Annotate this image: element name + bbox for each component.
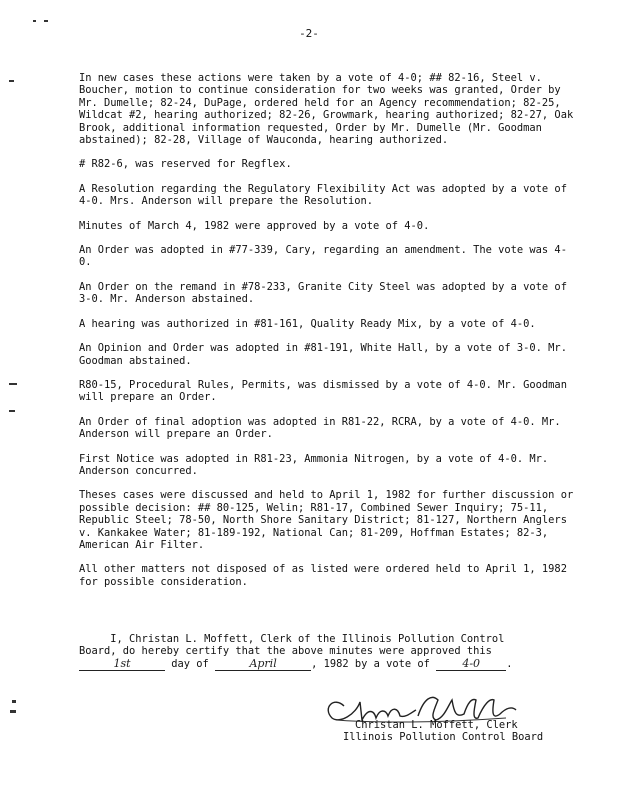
signatory-name: Christan L. Moffett, Clerk: [355, 719, 518, 731]
paragraph-cary: An Order was adopted in #77-339, Cary, regarding an amendment. The vote was 4-0.: [79, 244, 567, 269]
vote-handwritten: 4-0: [462, 656, 481, 670]
certification-line-2: Board, do hereby certify that the above minutes were approved this: [79, 645, 492, 658]
certification-line-1: I, Christan L. Moffett, Clerk of the Illinois Pollution Control: [110, 633, 505, 645]
scan-mark: [44, 20, 48, 22]
paragraph-procedural-rules: R80-15, Procedural Rules, Permits, was dismissed by a vote of 4-0. Mr. Goodman will prepare an Order.: [79, 378, 567, 404]
month-handwritten: April: [249, 656, 277, 670]
paragraph-granite-city: An Order on the remand in #78-233, Granite City Steel was adopted by a vote of 3-0. Mr. Anderson abstained.: [79, 280, 567, 306]
year-text: , 1982 by a vote of: [311, 657, 430, 670]
day-of-text: day of: [171, 657, 209, 670]
scan-mark: [12, 700, 16, 703]
signature-block: [316, 690, 586, 790]
vote-fill-blank: [436, 658, 506, 671]
scan-mark: [33, 20, 36, 22]
scan-mark: [9, 80, 14, 82]
paragraph-white-hall: An Opinion and Order was adopted in #81-191, White Hall, by a vote of 3-0. Mr. Goodman abstained.: [79, 342, 567, 367]
paragraph-ammonia-nitrogen: First Notice was adopted in R81-23, Ammonia Nitrogen, by a vote of 4-0. Mr. Anderson concurred.: [79, 452, 549, 477]
certification-line-3: 1st day of April , 1982 by a vote of 4-0 .: [79, 658, 579, 671]
paragraph-minutes-approved: Minutes of March 4, 1982 were approved by a vote of 4-0.: [79, 219, 430, 232]
scan-mark: [9, 410, 15, 412]
signatory-title: Illinois Pollution Control Board: [343, 731, 544, 743]
paragraph-other-matters: All other matters not disposed of as listed were ordered held to April 1, 1982 for possible consideration.: [79, 563, 567, 588]
paragraph-quality-ready-mix: A hearing was authorized in #81-161, Quality Ready Mix, by a vote of 4-0.: [79, 317, 536, 330]
paragraph-held-cases: Theses cases were discussed and held to April 1, 1982 for further discussion or possible decision: ## 80-125, Welin; R81-17, Combined Sewer Inquiry; 75-11, Republic Steel; 78-50, North Shore Sanitary District; 81-127, Northern Anglers v. Kankakee Water; 81-189-192, National Can; 81-209, Hoffman Estates; 82-3, American Air Filter.: [79, 489, 574, 551]
minutes-body: [79, 72, 579, 600]
paragraph-new-cases: In new cases these actions were taken by a vote of 4-0; ## 82-16, Steel v. Boucher, motion to continue consideration for two weeks was granted, Order by Mr. Dumelle; 82-24, DuPage, ordered held for an Agency recommendation; 82-25, Wildcat #2, hearing authorized; 82-26, Growmark, hearing authorized; 82-27, Oak Brook, additional information requested, Order by Mr. Dumelle (Mr. Goodman abstained); 82-28, Village of Wauconda, hearing authorized.: [79, 72, 574, 147]
day-handwritten: 1st: [113, 656, 131, 670]
day-fill-blank: [79, 658, 165, 671]
paragraph-resolution: A Resolution regarding the Regulatory Flexibility Act was adopted by a vote of 4-0. Mrs. Anderson will prepare the Resolution.: [79, 182, 567, 208]
paragraph-regflex: # R82-6, was reserved for Regflex.: [79, 158, 292, 171]
clerk-certification: [79, 633, 579, 671]
scan-mark: [9, 383, 17, 385]
paragraph-rcra: An Order of final adoption was adopted in R81-22, RCRA, by a vote of 4-0. Mr. Anderson will prepare an Order.: [79, 415, 561, 441]
scan-mark: [10, 710, 16, 713]
month-fill-blank: [215, 658, 311, 671]
page-number: -2-: [299, 27, 319, 40]
